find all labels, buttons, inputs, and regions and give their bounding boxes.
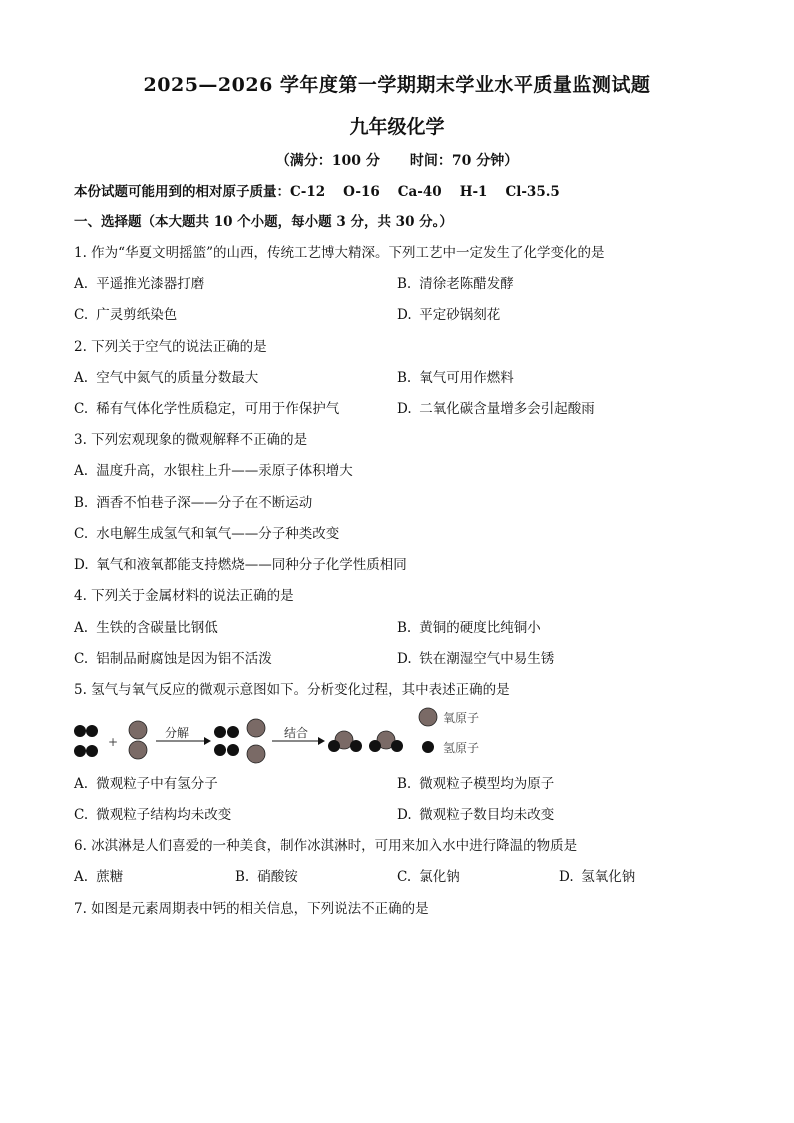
section-heading: 一、选择题（本大题共 10 个小题，每小题 3 分，共 30 分。） [74,214,453,230]
option-label: B. [235,869,250,885]
option-label: A. [74,620,89,636]
option-text: 蔗糖 [96,869,124,885]
option-5d [397,806,554,824]
option-3a [74,462,353,480]
atomic-masses [74,183,578,201]
legend-oxygen-swatch [419,708,437,726]
atomic-masses-label: 本份试题可能用到的相对原子质量： [74,184,290,200]
exam-score-time [0,150,794,170]
option-text: 酒香不怕巷子深——分子在不断运动 [96,495,313,511]
option-label: C. [397,869,412,885]
option-2a [74,369,258,387]
arrow-label-combine: 结合 [284,726,309,740]
option-text: 氧气和液氧都能支持燃烧——同种分子化学性质相同 [96,557,407,573]
option-1c [74,306,177,324]
option-label: C. [74,526,89,542]
option-3d [74,556,407,574]
option-text: 硝酸铵 [257,869,298,885]
oxygen-atom [129,721,147,739]
exam-subtitle: 九年级化学 [349,116,445,138]
option-label: D. [397,401,412,417]
atomic-mass-item: C-12 [290,184,326,200]
option-2c [74,400,339,418]
option-label: B. [397,776,412,792]
option-label: D. [397,651,412,667]
option-text: 空气中氮气的质量分数最大 [96,370,259,386]
atomic-mass-item: Cl-35.5 [505,184,560,200]
option-5b [397,775,554,793]
option-label: D. [397,307,412,323]
question-stem-5: 5. 氢气与氧气反应的微观示意图如下。分析变化过程，其中表述正确的是 [74,682,510,698]
option-label: D. [397,807,412,823]
option-label: C. [74,401,89,417]
arrowhead [204,737,211,745]
option-text: 二氧化碳含量增多会引起酸雨 [419,401,595,417]
option-label: A. [74,370,89,386]
question-stem-4: 4. 下列关于金属材料的说法正确的是 [74,588,294,604]
option-label: B. [397,276,412,292]
option-text: 氢氧化钠 [581,869,636,885]
option-text: 稀有气体化学性质稳定，可用于作保护气 [96,401,340,417]
oxygen-atom [247,719,265,737]
option-6c [397,868,460,886]
hydrogen-atom [214,744,226,756]
hydrogen-atom [227,726,239,738]
hydrogen-atom [350,740,362,752]
option-text: 广灵剪纸染色 [96,307,178,323]
hydrogen-atom [74,725,86,737]
hydrogen-atom [328,740,340,752]
option-text: 氧气可用作燃料 [419,370,514,386]
question-stem-3: 3. 下列宏观现象的微观解释不正确的是 [74,432,308,448]
option-label: C. [74,307,89,323]
option-3b [74,494,312,512]
question-stem-7: 7. 如图是元素周期表中钙的相关信息，下列说法不正确的是 [74,901,429,917]
atomic-mass-item: Ca-40 [397,184,442,200]
option-text: 温度升高，水银柱上升——汞原子体积增大 [96,463,353,479]
hydrogen-atom [74,745,86,757]
option-label: C. [74,807,89,823]
reaction-diagram [0,704,794,776]
option-5c [74,806,231,824]
option-4b [397,619,541,637]
option-4a [74,619,218,637]
option-text: 微观粒子数目均未改变 [419,807,555,823]
option-1d [397,306,500,324]
option-text: 微观粒子中有氢分子 [96,776,218,792]
option-2d [397,400,595,418]
arrowhead [318,737,325,745]
option-1b [397,275,514,293]
arrow-label-decompose: 分解 [165,726,190,740]
hydrogen-atom [391,740,403,752]
hydrogen-atom [369,740,381,752]
option-text: 微观粒子结构均未改变 [96,807,232,823]
option-label: B. [397,620,412,636]
option-2b [397,369,514,387]
atomic-mass-item: H-1 [459,184,488,200]
plus-sign: + [108,735,119,749]
option-text: 平定砂锅刻花 [419,307,501,323]
option-label: A. [74,463,89,479]
hydrogen-atom [86,725,98,737]
option-label: D. [559,869,574,885]
legend-oxygen-label: 氧原子 [443,711,480,725]
hydrogen-atom [214,726,226,738]
option-label: B. [74,495,89,511]
hydrogen-atom [86,745,98,757]
hydrogen-atom [227,744,239,756]
option-text: 铝制品耐腐蚀是因为铝不活泼 [96,651,272,667]
question-stem-2: 2. 下列关于空气的说法正确的是 [74,339,267,355]
option-6b [235,868,298,886]
legend-hydrogen-label: 氢原子 [443,741,480,755]
option-text: 水电解生成氢气和氧气——分子种类改变 [96,526,340,542]
option-6a [74,868,123,886]
option-text: 清徐老陈醋发酵 [419,276,514,292]
option-text: 微观粒子模型均为原子 [419,776,555,792]
oxygen-atom [129,741,147,759]
question-stem-6: 6. 冰淇淋是人们喜爱的一种美食，制作冰淇淋时，可用来加入水中进行降温的物质是 [74,838,578,854]
option-3c [74,525,339,543]
option-text: 黄铜的硬度比纯铜小 [419,620,541,636]
legend-hydrogen-swatch [422,741,434,753]
option-4c [74,650,272,668]
option-label: A. [74,276,89,292]
option-5a [74,775,218,793]
option-4d [397,650,554,668]
score-text: （满分：100 分 [275,153,380,169]
option-label: C. [74,651,89,667]
time-text: 时间：70 分钟） [409,153,519,169]
option-label: A. [74,869,89,885]
exam-title: 2025—2026 学年度第一学期期末学业水平质量监测试题 [143,74,651,96]
option-text: 氯化钠 [419,869,460,885]
option-text: 生铁的含碳量比钢低 [96,620,218,636]
option-label: A. [74,776,89,792]
option-label: B. [397,370,412,386]
option-label: D. [74,557,89,573]
option-text: 铁在潮湿空气中易生锈 [419,651,555,667]
atomic-mass-item: O-16 [343,184,380,200]
question-stem-1: 1. 作为“华夏文明摇篮”的山西，传统工艺博大精深。下列工艺中一定发生了化学变化的是 [74,245,605,261]
oxygen-atom [247,745,265,763]
option-1a [74,275,204,293]
option-text: 平遥推光漆器打磨 [96,276,205,292]
option-6d [559,868,635,886]
